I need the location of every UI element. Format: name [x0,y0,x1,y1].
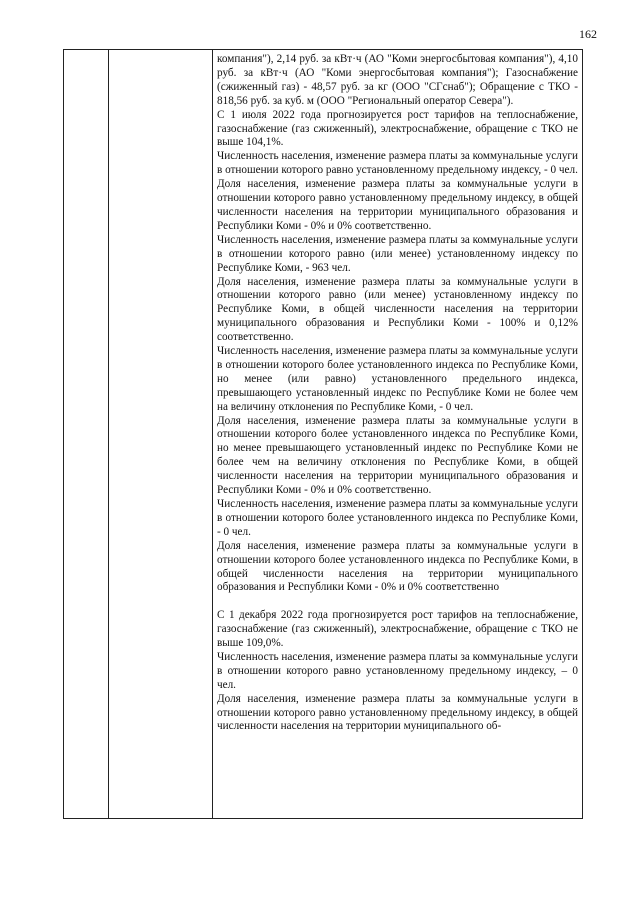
paragraph-tariff-values: компания"), 2,14 руб. за кВт·ч (АО "Коми энергосбытовая компания"), 4,10 руб. за кВт·ч (АО "Коми энергосбытовая компания"); Газоснабжение (сжиженный газ) - 48,57 руб. за кг (ООО "СГснаб"); Обращение с ТКО - 818,56 руб. за куб. м (ООО "Региональный оператор Севера"). [217,53,578,107]
paragraph-july-share-deviation: Доля населения, изменение размера платы за коммунальные услуги в отношении которого более установленного индекса по Республике Коми, но менее превышающего установленный индекс по Республике Коми не более чем на величину отклонения по Республике Коми, в общей численности населения на территории муниципального образования и Республики Коми - 0% и 0% соответственно. [217,414,578,497]
paragraph-july-count-within-index: Численность населения, изменение размера платы за коммунальные услуги в отношении которого равно (или менее) установленному индексу по Республике Коми, - 963 чел. [217,233,578,274]
paragraph-december-count-equal-limit: Численность населения, изменение размера платы за коммунальные услуги в отношении которого равно установленному предельному индексу, – 0 чел. [217,650,578,691]
table-column-divider-1 [108,50,109,818]
paragraph-december-forecast: С 1 декабря 2022 года прогнозируется рост тарифов на теплоснабжение, газоснабжение (газ сжиженный), электроснабжение, обращение с ТКО не выше 109,0%. [217,609,578,650]
paragraph-july-forecast: С 1 июля 2022 года прогнозируется рост тарифов на теплоснабжение, газоснабжение (газ сжиженный), электроснабжение, обращение с ТКО не выше 104,1%. [217,108,578,149]
paragraph-july-count-equal-limit: Численность населения, изменение размера платы за коммунальные услуги в отношении которого равно установленному предельному индексу, - 0 чел. [217,150,578,177]
paragraph-december-share-equal-limit: Доля населения, изменение размера платы за коммунальные услуги в отношении которого равно установленному предельному индексу, в общей численности населения на территории муниципального об- [217,692,578,733]
paragraph-july-count-deviation: Численность населения, изменение размера платы за коммунальные услуги в отношении которого более установленного индекса по Республике Коми, но менее (или равно) установленного предельного индекса, превышающего установленный индекс по Республике Коми не более чем на величину отклонения по Республике Коми, - 0 чел. [217,345,578,413]
document-table [63,49,583,819]
table-text-cell [217,53,578,734]
page-number: 162 [579,27,597,41]
table-column-divider-2 [212,50,213,818]
paragraph-july-count-above-index: Численность населения, изменение размера платы за коммунальные услуги в отношении которого более установленного индекса по Республике Коми, - 0 чел. [217,498,578,538]
paragraph-july-share-above-index: Доля населения, изменение размера платы за коммунальные услуги в отношении которого более установленного индекса по Республике Коми, в общей численности населения на территории муниципального образования и Республики Коми - 0% и 0% соответственно [217,539,578,594]
paragraph-july-share-within-index: Доля населения, изменение размера платы за коммунальные услуги в отношении которого равно (или менее) установленному индексу по Республике Коми, в общей численности населения на территории муниципального образования и Республики Коми - 100% и 0,12% соответственно. [217,275,578,344]
paragraph-july-share-equal-limit: Доля населения, изменение размера платы за коммунальные услуги в отношении которого равно установленному предельному индексу, в общей численности населения на территории муниципального образования и Республики Коми - 0% и 0% соответственно. [217,178,578,232]
